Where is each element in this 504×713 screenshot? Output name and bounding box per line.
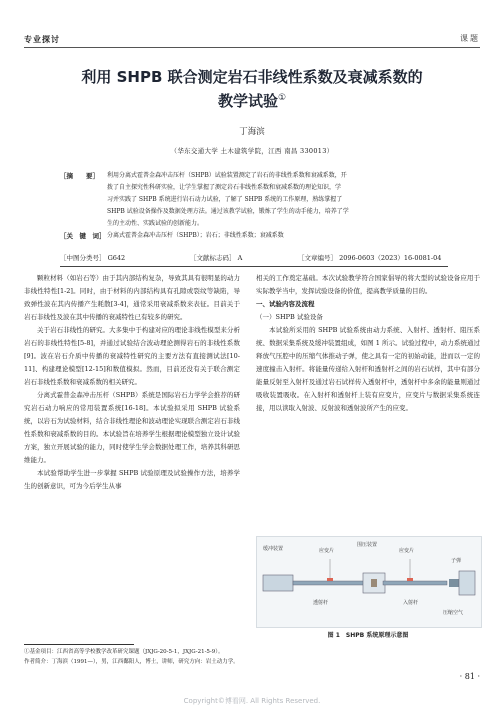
- classification-row: [60, 253, 448, 265]
- shpb-schematic-figure: [256, 536, 482, 628]
- abstract-rule: [60, 266, 448, 267]
- section-heading: 一、试验内容及流程: [256, 300, 315, 308]
- figure-label: 入射杆: [403, 600, 419, 606]
- abstract-row: [60, 170, 448, 230]
- subsection-heading: （一）SHPB 试验设备: [256, 313, 323, 321]
- figure-caption: 图 1 SHPB 系统原理示意图: [327, 632, 409, 639]
- right-column: [256, 272, 480, 415]
- title-line-2: [0, 90, 504, 111]
- figure-label: 应变片: [319, 548, 335, 554]
- column-header: 课题: [460, 34, 480, 43]
- rock-specimen: [371, 579, 377, 587]
- document-code: ［文献标志码］ A: [190, 254, 243, 262]
- figure-label: 围压装置: [357, 542, 378, 548]
- copyright-watermark: Copyright©博看网. All Rights Reserved.: [183, 697, 321, 705]
- abstract-block: [60, 170, 448, 242]
- gas-chamber: [459, 571, 475, 595]
- striker-bullet: [449, 579, 459, 587]
- title-line-2-text: 教学试验: [217, 92, 278, 110]
- abstract-line: SHPB 试验设备操作及数据处理方法。通过该教学试验，锻炼了学生的动手能力，培养了学: [107, 208, 349, 215]
- strain-gauge-left: [327, 578, 333, 581]
- keywords-label: ［关 键 词］: [60, 232, 106, 240]
- author: 丁海滨: [239, 127, 265, 137]
- paragraph: 分离式霍普金森冲击压杆（SHPB）系统是国际岩石力学学会推荐的研究岩石动力响应的常用装置系统[16-18]。本试验拟采用 SHPB 试验系统，以岩石为试验材料，结合非线性理论和波动理论实现联合测定岩石非线性系数和衰减系数的目的。本试验旨在培养学生根据理论模型独立设计试验方案，独立开展试验的能力，同时使学生学会数据处理工作，培养其科研思维能力。: [24, 391, 240, 464]
- footnote-funding: ①基金项目：江西省高等学校教学改革研究课题（JXJG-20-5-1，JXJG-21-5-9）。: [24, 649, 224, 655]
- title-footnote-mark: ①: [277, 93, 287, 103]
- left-column: [24, 272, 240, 493]
- paragraph: 关于岩石非线性的研究。大多集中于构建对应的理论非线性模型来分析岩石的非线性特性[5-8]，并通过试验结合波动理论测得岩石的非线性系数[9]。波在岩石介质中传播的衰减特性研究的主要方法有直接测试法[10-11]、构建理论模型[12-15]和数值模拟。然而，目前还没有关于联合测定岩石非线性系数和衰减系数的相关研究。: [24, 326, 240, 386]
- figure-label: 缓冲装置: [263, 546, 284, 552]
- affiliation: （华东交通大学 土木建筑学院，江西 南昌 330013）: [170, 147, 334, 155]
- paragraph: 相关的工作奠定基础。本次试验教学符合国家倡导的将大型的试验设备应用于实际教学当中，发挥试验设备的价值，提高教学质量的目的。: [256, 274, 480, 295]
- title-line-1: 利用 SHPB 联合测定岩石非线性系数及衰减系数的: [81, 68, 423, 86]
- section-header: 专业探讨: [24, 34, 60, 44]
- abstract-label: ［摘 要］: [60, 172, 99, 180]
- footnote-rule: [24, 644, 134, 645]
- abstract-line: 习并实践了 SHPB 系统进行岩石动力试验，了解了 SHPB 系统的工作原理，熟练掌握了: [107, 196, 343, 203]
- abstract-line: 拨了自主探究性科研实验，让学生掌握了测定岩石非线性系数和衰减系数的理论知识，学: [107, 184, 342, 191]
- figure-label: 透射杆: [313, 600, 329, 606]
- clc-number: ［中图分类号］ G642: [60, 254, 126, 262]
- figure-label: 子弹: [451, 558, 462, 564]
- incident-bar: [383, 581, 447, 585]
- abstract-line: 生的主动性、实践试验的创新能力。: [107, 220, 204, 227]
- abstract-line: 利用分离式霍普金森冲击压杆（SHPB）试验装置测定了岩石的非线性系数和衰减系数，开: [107, 172, 347, 179]
- keywords-text: 分离式霍普金森冲击压杆（SHPB）；岩石；非线性系数；衰减系数: [107, 232, 284, 239]
- keywords-row: [60, 230, 448, 242]
- paragraph: 颗粒材料（如岩石等）由于其内部结构复杂，导致其具有很明显的动力非线性特性[1-2]。同时，由于材料的内部结构具有孔隙或裂纹等缺陷，导致弹性波在其内传播产生耗散[3-4]，通常采用衰减系数来表征。目前关于岩石非线性及波在其中传播的衰减特性已有较多的研究。: [24, 274, 240, 321]
- paragraph: 本试验帮助学生进一步掌握 SHPB 试验原理及试验操作方法，培养学生的创新意识，可为今后学生从事: [24, 469, 240, 490]
- paragraph: 本试验所采用的 SHPB 试验系统由动力系统、入射杆、透射杆、阻压系统、数据采集系统及缓冲装置组成，如图 1 所示。试验过程中，动力系统通过释放气压腔中的压缩气体推动子弹，使之具有一定的初始动能，进而以一定的速度撞击入射杆。将能量传递给入射杆和透射杆之间的岩石试样，其中有部分能量反射至入射杆及通过岩石试样传入透射杆中，透射杆中多余的能量则通过吸收装置吸收。在入射杆和透射杆上装有应变片，应变片与数据采集系统连接，用以读取入射波、反射波和透射波所产生的应变。: [256, 326, 480, 412]
- footnote-author: 作者简介：丁海滨（1991—），男，江西鄱阳人，博士，讲师，研究方向：岩土动力学。: [24, 659, 239, 665]
- transmission-bar: [293, 581, 365, 585]
- article-number: ［文章编号］ 2096-0603（2023）16-0081-04: [298, 254, 442, 262]
- strain-gauge-right: [407, 578, 413, 581]
- header-rule: [24, 47, 480, 48]
- figure-label: 应变片: [399, 548, 415, 554]
- page-number: · 81 ·: [459, 672, 480, 681]
- figure-label: 压缩空气: [443, 610, 464, 616]
- buffer-device: [263, 575, 293, 591]
